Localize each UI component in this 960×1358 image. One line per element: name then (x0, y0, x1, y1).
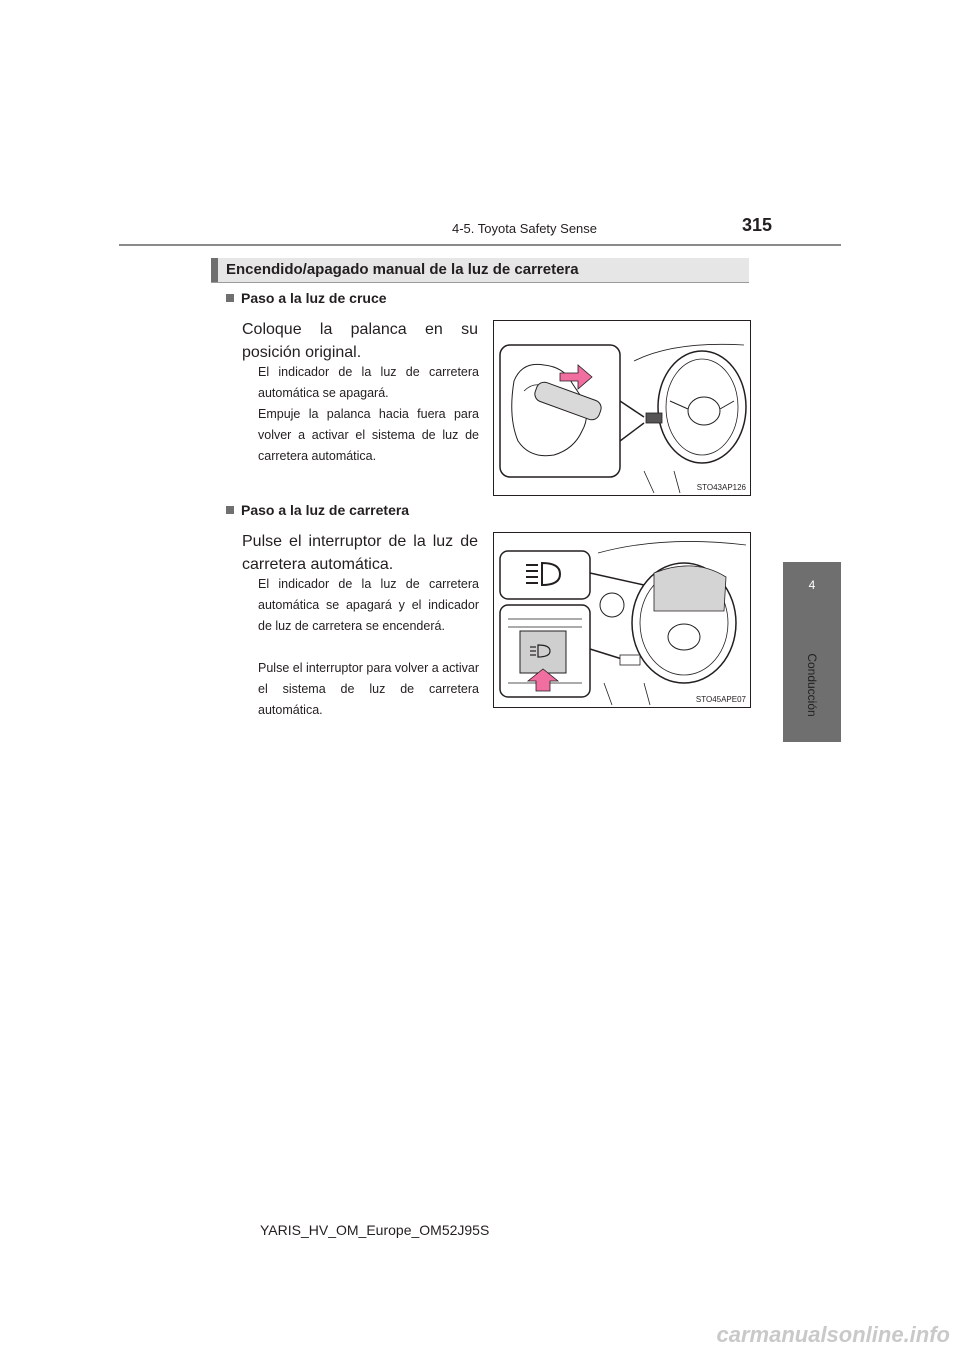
block-1-note-1: El indicador de la luz de carretera automática se apagará. (258, 365, 479, 400)
chapter-tab-label: Conducción (805, 653, 819, 717)
block-2-heading: Paso a la luz de carretera (226, 502, 409, 518)
block-2-note-2: Pulse el interruptor para volver a activar el sistema de luz de carretera automática. (258, 661, 479, 717)
figure-code-1: STO43AP126 (696, 483, 746, 492)
block-1-note-2: Empuje la palanca hacia fuera para volver a activar el sistema de luz de carretera automática. (258, 407, 479, 463)
watermark: carmanualsonline.info (716, 1322, 950, 1347)
header-rule (119, 244, 841, 246)
block-1-instruction: Coloque la palanca en su posición original. (242, 321, 478, 361)
figure-switch-illustration (493, 532, 751, 708)
block-2-note-1: El indicador de la luz de carretera automática se apagará y el indicador de luz de carretera se encenderá. (258, 577, 479, 633)
chapter-tab-number: 4 (808, 578, 816, 592)
figure-lever-illustration (493, 320, 751, 496)
block-2-instruction: Pulse el interruptor de la luz de carretera automática. (242, 533, 478, 573)
page-number: 315 (742, 215, 773, 235)
block-1-heading: Paso a la luz de cruce (226, 290, 387, 306)
section-heading-bar (211, 258, 218, 282)
bullet-square-icon (226, 506, 234, 514)
figure-code-2: STO45APE07 (695, 695, 746, 704)
bullet-square-icon (226, 294, 234, 302)
switch-illustration-svg (494, 533, 750, 707)
chapter-tab-label-wrap (783, 640, 841, 730)
section-title: Encendido/apagado manual de la luz de carretera (226, 261, 579, 278)
lever-illustration-svg (494, 321, 750, 495)
footer-doc-id: YARIS_HV_OM_Europe_OM52J95S (260, 1222, 490, 1238)
running-header-section: 4-5. Toyota Safety Sense (452, 221, 598, 236)
